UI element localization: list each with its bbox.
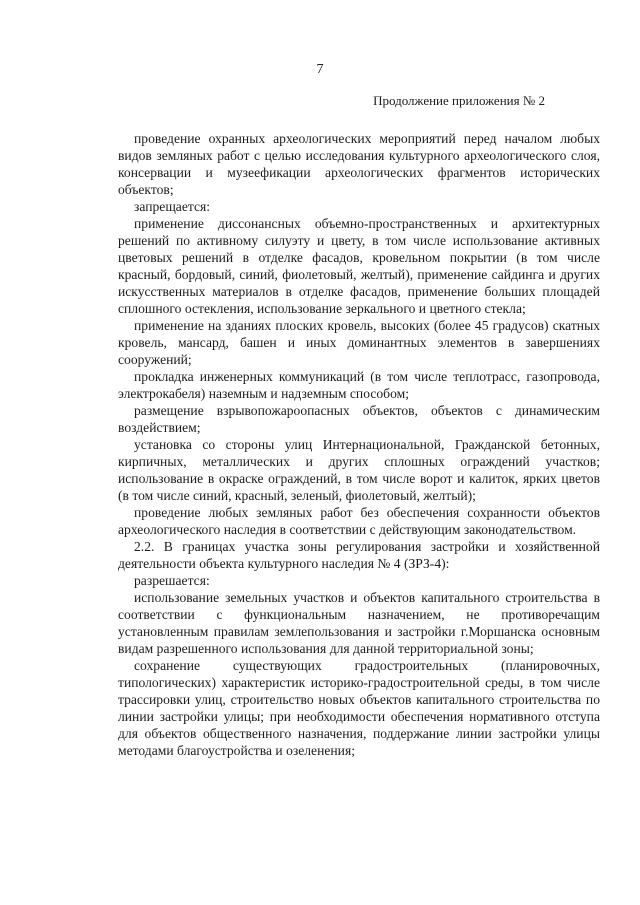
paragraph-earthworks: проведение любых земляных работ без обеспечения сохранности объектов археологического наследия в соответствии с действующим законодательством. [118, 505, 600, 537]
paragraph-section-2-2: 2.2. В границах участка зоны регулирования застройки и хозяйственной деятельности объекта культурного наследия № 4 (ЗРЗ-4): [118, 539, 600, 571]
paragraph-permitted-heading: разрешается: [134, 573, 210, 588]
page-number: 7 [316, 62, 324, 77]
document-body [118, 130, 600, 759]
paragraph-preservation: сохранение существующих градостроительных (планировочных, типологических) характеристик историко-градостроительной среды, в том числе трассировки улиц, строительство новых объектов капитального строительства по линии застройки улицы; при необходимости обеспечения нормативного отступа для объектов общественного назначения, поддержание линии застройки улицы методами благоустройства и озеленения; [118, 658, 600, 758]
paragraph-utilities: прокладка инженерных коммуникаций (в том числе теплотрасс, газопровода, электрокабеля) наземным и надземным способом; [118, 369, 600, 401]
paragraph-hazardous-objects: размещение взрывопожароопасных объектов, объектов с динамическим воздействием; [118, 403, 600, 435]
paragraph-archaeological-measures: проведение охранных археологических мероприятий перед началом любых видов земляных работ с целью исследования культурного археологического слоя, консервации и музеефикации археологических фрагментов исторических объектов; [118, 131, 600, 197]
paragraph-roofs: применение на зданиях плоских кровель, высоких (более 45 градусов) скатных кровель, мансард, башен и иных доминантных элементов в завершениях сооружений; [118, 318, 600, 367]
paragraph-dissonant-solutions: применение диссонансных объемно-пространственных и архитектурных решений по активному силуэту и цвету, в том числе использование активных цветовых решений в отделке фасадов, кровельном покрытии (в том числе красный, бордовый, синий, фиолетовый, желтый), применение сайдинга и других искусственных материалов в отделке фасадов, применение больших площадей сплошного остекления, использование зеркального и цветного стекла; [118, 216, 600, 316]
paragraph-prohibited-heading: запрещается: [134, 199, 211, 214]
paragraph-fences: установка со стороны улиц Интернациональной, Гражданской бетонных, кирпичных, металлических и других сплошных ограждений участков; использование в окраске ограждений, в том числе ворот и калиток, ярких цветов (в том числе синий, красный, зеленый, фиолетовый, желтый); [118, 437, 600, 503]
paragraph-land-use: использование земельных участков и объектов капитального строительства в соответствии с функциональным назначением, не противоречащим установленным правилам землепользования и застройки г.Моршанска основным видам разрешенного использования для данной территориальной зоны; [118, 590, 600, 656]
appendix-continuation-label: Продолжение приложения № 2 [373, 93, 545, 108]
